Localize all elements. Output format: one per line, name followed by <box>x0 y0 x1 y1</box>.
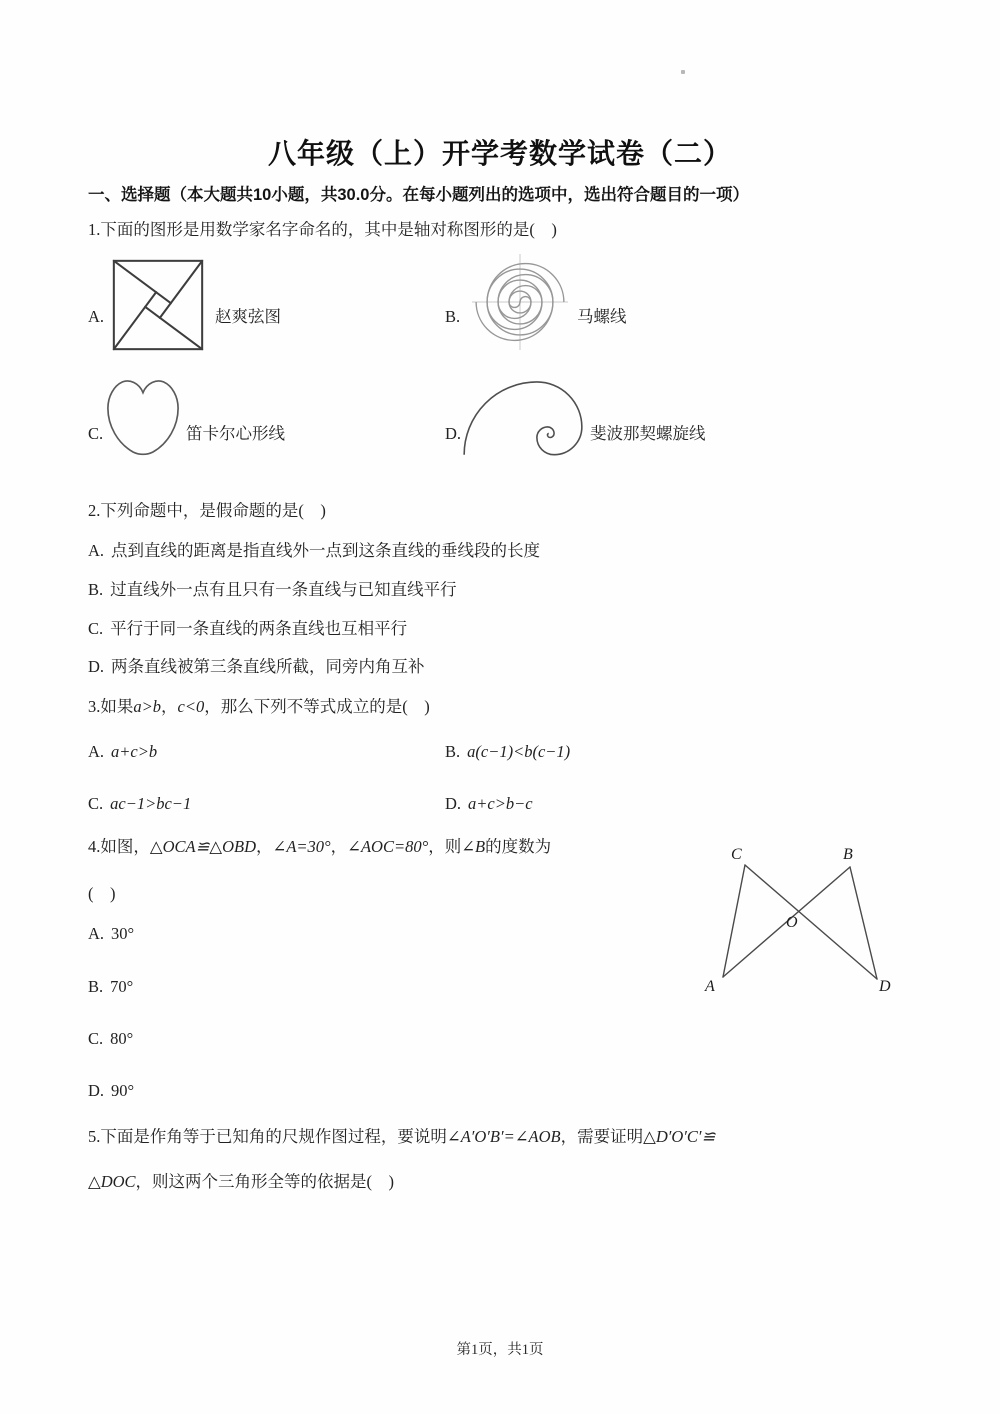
q3-option-c-label: C. <box>88 794 104 813</box>
q2-option-b-text: 过直线外一点有且只有一条直线与已知直线平行 <box>110 580 457 599</box>
q4-option-a <box>88 923 134 944</box>
q1-option-b-caption: 马螺线 <box>577 307 627 326</box>
q3-option-a-label: A. <box>88 742 105 761</box>
q4-stem-math-2: ∠A=30° <box>272 837 331 856</box>
q5-stem-text-1: 5.下面是作角等于已知角的尺规作图过程，要说明 <box>88 1127 447 1146</box>
spiral-figure <box>472 254 568 350</box>
q3-stem-text-3: ，那么下列不等式成立的是( ) <box>204 697 430 716</box>
q2-option-a-label: A. <box>88 541 105 560</box>
q5-stem-math-3: △DOC <box>88 1172 136 1191</box>
q3-option-b-formula: a(c−1)<b(c−1) <box>467 742 571 761</box>
q5-stem-text-2: ，需要证明 <box>560 1127 644 1146</box>
q4-stem-math-4: ∠B <box>461 837 486 856</box>
q4-option-c-label: C. <box>88 1029 104 1048</box>
q4-option-b-label: B. <box>88 977 104 996</box>
q2-option-d-label: D. <box>88 657 105 676</box>
q4-stem-math-3: ∠AOC=80° <box>347 837 429 856</box>
page-title: 八年级（上）开学考数学试卷（二） <box>267 138 732 169</box>
q1-option-c-caption: 笛卡尔心形线 <box>186 424 285 443</box>
q3-stem-text-2: ， <box>161 697 178 716</box>
q1-option-a-caption: 赵爽弦图 <box>215 307 281 326</box>
q1-option-c-label: C. <box>88 424 104 443</box>
q4-stem-text-4: ，则 <box>428 837 462 856</box>
vertex-label-a: A <box>705 978 715 995</box>
q2-option-b <box>88 579 457 600</box>
q4-paren-line: ( ) <box>88 884 116 903</box>
cardioid-figure <box>104 376 182 460</box>
q4-option-a-label: A. <box>88 924 105 943</box>
q4-stem-math-1: △OCA≌△OBD <box>149 837 256 856</box>
question-2-stem: 2.下列命题中，是假命题的是( ) <box>88 501 326 520</box>
q3-option-d <box>445 793 533 814</box>
q4-option-b <box>88 976 133 997</box>
q1-option-b-label: B. <box>445 307 461 326</box>
q2-option-c-label: C. <box>88 619 104 638</box>
q4-stem-text-1: 4.如图， <box>88 837 150 856</box>
q4-option-c-text: 80° <box>110 1029 134 1048</box>
q2-option-d <box>88 656 425 677</box>
q3-option-c-formula: ac−1>bc−1 <box>110 794 192 813</box>
vertex-label-b: B <box>843 846 853 863</box>
q4-option-d-label: D. <box>88 1081 105 1100</box>
vertex-label-c: C <box>731 846 742 863</box>
q1-option-d-caption: 斐波那契螺旋线 <box>590 424 706 443</box>
q4-option-c <box>88 1028 133 1049</box>
q2-option-c-text: 平行于同一条直线的两条直线也互相平行 <box>110 619 408 638</box>
question-3-stem <box>88 696 430 717</box>
q3-stem-math-2: c<0 <box>177 697 205 716</box>
question-1-stem: 1.下面的图形是用数学家名字命名的，其中是轴对称图形的是( ) <box>88 220 557 239</box>
q2-option-a-text: 点到直线的距离是指直线外一点到这条直线的垂线段的长度 <box>111 541 541 560</box>
q3-stem-text-1: 3.如果 <box>88 697 134 716</box>
q4-stem-text-3: ， <box>330 837 348 856</box>
question-5-stem-line1 <box>88 1126 715 1147</box>
q2-option-d-text: 两条直线被第三条直线所截，同旁内角互补 <box>111 657 425 676</box>
q3-option-b <box>445 741 570 762</box>
q4-option-d-text: 90° <box>111 1081 135 1100</box>
q3-option-d-formula: a+c>b−c <box>468 794 533 813</box>
q4-option-d <box>88 1080 134 1101</box>
q5-stem-math-2: △D′O′C′≌ <box>643 1127 716 1146</box>
scan-speck <box>681 70 685 74</box>
q4-option-a-text: 30° <box>111 924 135 943</box>
q4-option-b-text: 70° <box>110 977 134 996</box>
q3-option-a-formula: a+c>b <box>111 742 158 761</box>
q5-stem-math-1: ∠A′O′B′=∠AOB <box>446 1127 561 1146</box>
zhao-shuang-figure <box>110 259 206 351</box>
q2-option-b-label: B. <box>88 580 104 599</box>
q3-option-c <box>88 793 191 814</box>
q4-stem-text-2: ， <box>256 837 273 856</box>
question-5-stem-line2 <box>88 1171 394 1192</box>
question-4-stem <box>88 836 551 857</box>
vertex-label-d: D <box>879 978 891 995</box>
q3-option-d-label: D. <box>445 794 462 813</box>
q3-option-b-label: B. <box>445 742 461 761</box>
q2-option-a <box>88 540 540 561</box>
vertex-label-o: O <box>786 914 798 931</box>
q2-option-c <box>88 618 407 639</box>
congruent-triangles-figure <box>698 843 898 1001</box>
fibonacci-spiral-figure <box>460 378 586 460</box>
q1-option-d-label: D. <box>445 424 462 443</box>
q3-stem-math-1: a>b <box>133 697 162 716</box>
q5-stem-text-3: ，则这两个三角形全等的依据是( ) <box>135 1172 395 1191</box>
q3-option-a <box>88 741 157 762</box>
page-number-footer: 第1页，共1页 <box>456 1342 544 1358</box>
q4-stem-text-5: 的度数为 <box>485 837 552 856</box>
q1-option-a-label: A. <box>88 307 105 326</box>
section-one-heading: 一、选择题（本大题共10小题，共30.0分。在每小题列出的选项中，选出符合题目的一项） <box>88 186 749 204</box>
